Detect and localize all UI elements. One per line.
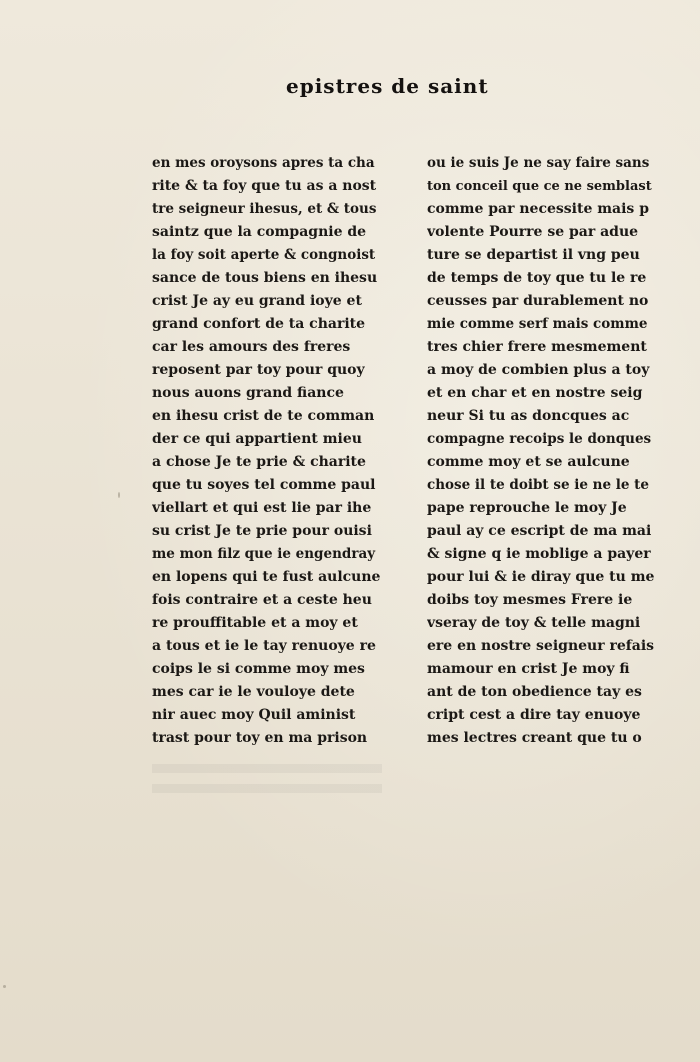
paper-speck (118, 492, 120, 498)
text-line: comme moy et se aulcune (427, 454, 630, 470)
text-line: ant de ton obedience tay es (427, 684, 642, 700)
text-line: en lopens qui te fust aulcune (152, 569, 380, 585)
text-line: mes lectres creant que tu o (427, 730, 642, 746)
text-line: rite & ta foy que tu as a nost (152, 178, 377, 194)
text-line: der ce qui appartient mieu (152, 431, 362, 447)
text-line: & signe q ie moblige a payer (427, 546, 651, 562)
show-through-ghost-text (152, 764, 382, 804)
text-line: pape reprouche le moy Je (427, 500, 627, 516)
text-line: mie comme serf mais comme (427, 316, 648, 332)
text-line: me mon filz que ie engendray (152, 546, 376, 562)
text-line: ton conceil que ce ne semblast (427, 179, 652, 194)
text-line: trast pour toy en ma prison (152, 730, 368, 746)
text-line: en mes oroysons apres ta cha (152, 155, 375, 171)
text-line: doibs toy mesmes Frere ie (427, 592, 633, 608)
text-line: mes car ie le vouloye dete (152, 684, 355, 700)
text-line: compagne recoips le donques (427, 431, 652, 447)
text-line: coips le si comme moy mes (152, 661, 365, 677)
text-line: a tous et ie le tay renuoye re (152, 638, 376, 654)
text-line: reposent par toy pour quoy (152, 362, 365, 378)
text-line: a moy de combien plus a toy (427, 362, 650, 378)
text-line: nir auec moy Quil aminist (152, 707, 356, 723)
text-line: de temps de toy que tu le re (427, 270, 647, 286)
running-head: epistres de saint (286, 74, 489, 98)
text-line: volente Pourre se par adue (427, 224, 639, 240)
text-line: la foy soit aperte & congnoist (152, 247, 376, 263)
text-line: et en char et en nostre seig (427, 385, 643, 401)
text-line: a chose Je te prie & charite (152, 454, 366, 470)
text-line: chose il te doibt se ie ne le te (427, 477, 650, 493)
text-line: en ihesu crist de te comman (152, 408, 375, 424)
text-line: saintz que la compagnie de (152, 224, 367, 240)
text-line: tre seigneur ihesus, et & tous (152, 201, 377, 217)
text-line: grand confort de ta charite (152, 316, 366, 332)
paper-speck (3, 985, 6, 988)
left-text-column (152, 152, 380, 750)
text-line: crist Je ay eu grand ioye et (152, 293, 362, 309)
right-text-column (427, 152, 655, 750)
text-line: tres chier frere mesmement (427, 339, 647, 355)
text-line: viellart et qui est lie par ihe (152, 500, 372, 516)
text-line: que tu soyes tel comme paul (152, 477, 376, 493)
text-line: pour lui & ie diray que tu me (427, 569, 655, 585)
text-line: re prouffitable et a moy et (152, 615, 358, 631)
text-line: ou ie suis Je ne say faire sans (427, 155, 650, 171)
text-line: car les amours des freres (152, 339, 351, 355)
text-line: ceusses par durablement no (427, 293, 649, 309)
text-line: comme par necessite mais p (427, 201, 649, 217)
text-line: sance de tous biens en ihesu (152, 270, 378, 286)
text-line: ere en nostre seigneur refais (427, 638, 655, 654)
text-line: su crist Je te prie pour ouisi (152, 523, 372, 539)
text-line: paul ay ce escript de ma mai (427, 523, 652, 539)
text-line: ture se departist il vng peu (427, 247, 640, 263)
text-line: vseray de toy & telle magni (427, 615, 641, 631)
text-line: mamour en crist Je moy fi (427, 661, 630, 677)
text-line: cript cest a dire tay enuoye (427, 707, 641, 723)
text-line: nous auons grand fiance (152, 385, 344, 401)
text-line: neur Si tu as doncques ac (427, 408, 630, 424)
text-line: fois contraire et a ceste heu (152, 592, 372, 608)
